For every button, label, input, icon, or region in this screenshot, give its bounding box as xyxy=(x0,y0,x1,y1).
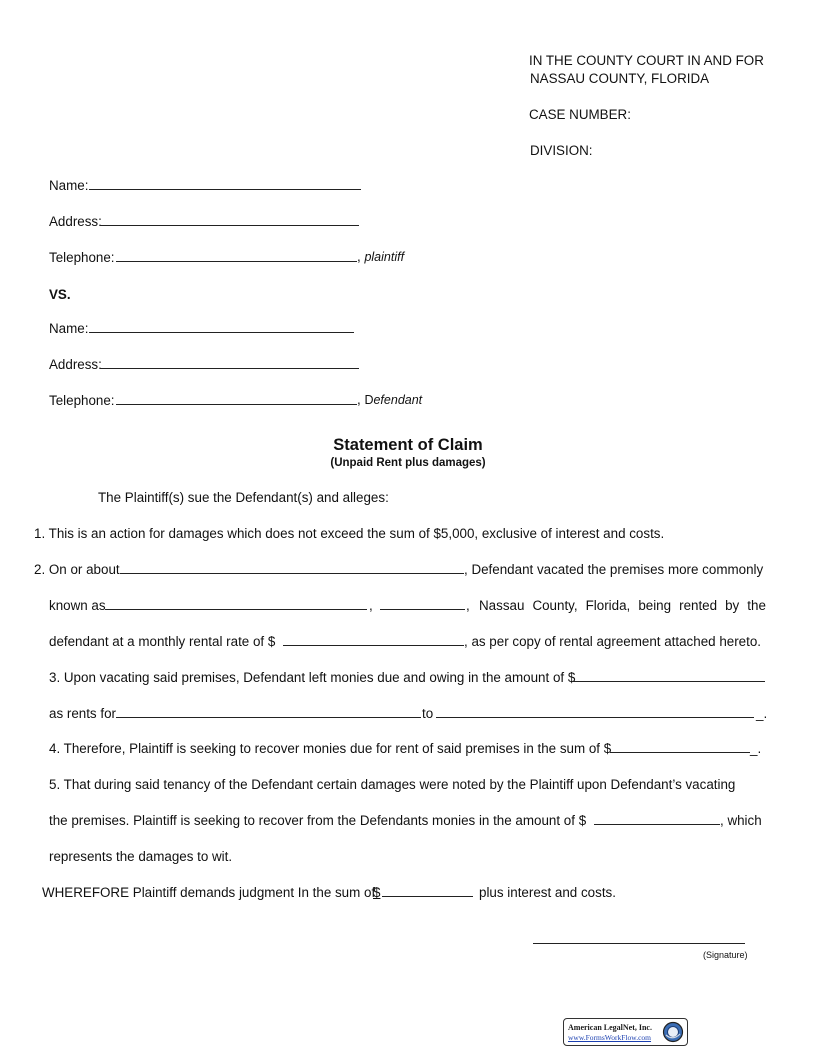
page-title: Statement of Claim xyxy=(333,436,483,454)
case-number-label: CASE NUMBER: xyxy=(529,107,631,122)
logo-company-name: American LegalNet, Inc. xyxy=(568,1023,652,1032)
paragraph-2-rest: , Defendant vacated the premises more commonly xyxy=(464,562,764,577)
premises-city-field[interactable] xyxy=(380,609,465,610)
period-3: _. xyxy=(756,706,768,721)
judgment-dollar: $ xyxy=(373,885,381,900)
rental-agreement-text: , as per copy of rental agreement attached hereto. xyxy=(464,634,762,649)
paragraph-3: 3. Upon vacating said premises, Defendant left monies due and owing in the amount of $ xyxy=(49,670,576,685)
damages-amount-field[interactable] xyxy=(594,824,720,825)
logo-url[interactable]: www.FormsWorkFlow.com xyxy=(568,1033,652,1042)
paragraph-2-start: 2. On or about xyxy=(34,562,120,577)
plaintiff-name-field[interactable] xyxy=(89,189,361,190)
known-as-label: known as xyxy=(49,598,106,613)
paragraph-5: 5. That during said tenancy of the Defendant certain damages were noted by the Plaintiff upon Defendant’s vacating xyxy=(49,777,736,792)
rent-sum-field[interactable] xyxy=(610,752,750,753)
plaintiff-role-label: , plaintiff xyxy=(357,249,405,264)
globe-icon xyxy=(662,1021,684,1043)
plaintiff-address-label: Address: xyxy=(49,214,102,229)
monthly-rate-label: defendant at a monthly rental rate of $ xyxy=(49,634,276,649)
paragraph-5-cont: the premises. Plaintiff is seeking to recover from the Defendants monies in the amount of $ xyxy=(49,813,587,828)
plaintiff-telephone-field[interactable] xyxy=(116,261,357,262)
vs-label: VS. xyxy=(49,287,71,302)
court-line-2: NASSAU COUNTY, FLORIDA xyxy=(530,71,710,86)
division-label: DIVISION: xyxy=(530,143,593,158)
rent-from-date-field[interactable] xyxy=(116,717,421,718)
period-4: _. xyxy=(750,741,762,756)
plaintiff-name-label: Name: xyxy=(49,178,89,193)
which-text: , which xyxy=(720,813,762,828)
comma-2: , xyxy=(466,598,470,613)
paragraph-1: 1. This is an action for damages which does not exceed the sum of $5,000, exclusive of interest and costs. xyxy=(34,526,665,541)
rent-to-date-field[interactable] xyxy=(436,717,754,718)
defendant-name-label: Name: xyxy=(49,321,89,336)
intro-text: The Plaintiff(s) sue the Defendant(s) and alleges: xyxy=(98,490,389,505)
page-subtitle: (Unpaid Rent plus damages) xyxy=(330,457,486,469)
damages-to-wit: represents the damages to wit. xyxy=(49,849,233,864)
american-legalnet-logo[interactable] xyxy=(563,1018,688,1046)
wherefore-text: WHEREFORE Plaintiff demands judgment In the sum of xyxy=(42,885,376,900)
court-line-1: IN THE COUNTY COURT IN AND FOR xyxy=(529,53,764,68)
premises-address-field[interactable] xyxy=(105,609,367,610)
comma-1: , xyxy=(369,598,373,613)
defendant-telephone-field[interactable] xyxy=(116,404,357,405)
amount-due-field[interactable] xyxy=(573,681,765,682)
plaintiff-telephone-label: Telephone: xyxy=(49,250,115,265)
paragraph-4: 4. Therefore, Plaintiff is seeking to recover monies due for rent of said premises in the sum of $ xyxy=(49,741,612,756)
defendant-address-field[interactable] xyxy=(100,368,359,369)
defendant-telephone-label: Telephone: xyxy=(49,393,115,408)
defendant-address-label: Address: xyxy=(49,357,102,372)
defendant-role-label: , Defendant xyxy=(357,392,423,407)
rents-for-label: as rents for xyxy=(49,706,116,721)
plaintiff-address-field[interactable] xyxy=(100,225,359,226)
plus-interest-text: plus interest and costs. xyxy=(479,885,616,900)
judgment-amount-field[interactable] xyxy=(382,896,473,897)
to-label: to xyxy=(422,706,434,721)
defendant-name-field[interactable] xyxy=(89,332,354,333)
signature-label: (Signature) xyxy=(703,950,748,960)
vacate-date-field[interactable] xyxy=(120,573,464,574)
nassau-county-text: Nassau County, Florida, being rented by the xyxy=(479,598,766,613)
monthly-rate-field[interactable] xyxy=(283,645,464,646)
signature-line[interactable] xyxy=(533,943,745,944)
